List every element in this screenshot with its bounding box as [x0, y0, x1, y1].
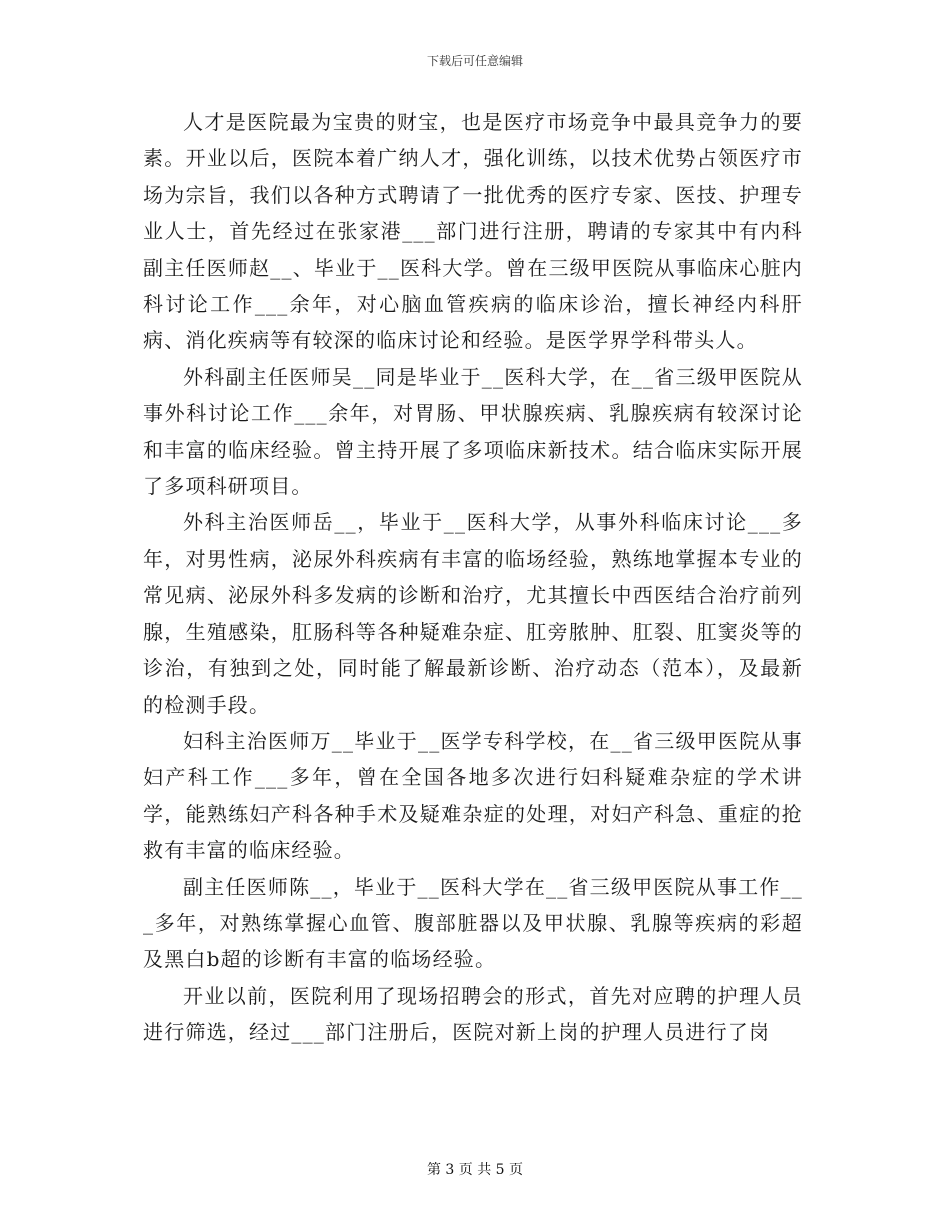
paragraph-talent-intro: 人才是医院最为宝贵的财宝，也是医疗市场竞争中最具竞争力的要素。开业以后，医院本着广纳人才，强化训练，以技术优势占领医疗市场为宗旨，我们以各种方式聘请了一批优秀的医疗专家、医技、护理专业人士，首先经过在张家港___部门进行注册，聘请的专家其中有内科副主任医师赵__、毕业于__医科大学。曾在三级甲医院从事临床心脏内科讨论工作___余年，对心脑血管疾病的临床诊治，擅长神经内科肝病、消化疾病等有较深的临床讨论和经验。是医学界学科带头人。 [143, 110, 803, 353]
page-header: 下载后可任意编辑 [426, 54, 523, 68]
document-body [143, 104, 803, 1051]
page-number: 第 3 页 共 5 页 [426, 1162, 524, 1178]
paragraph-nurse-recruitment: 开业以前，医院利用了现场招聘会的形式，首先对应聘的护理人员进行筛选，经过___部门注册后，医院对新上岗的护理人员进行了岗 [143, 983, 803, 1045]
paragraph-ultrasound-deputy-chief: 副主任医师陈__，毕业于__医科大学在__省三级甲医院从事工作___多年，对熟练掌握心血管、腹部脏器以及甲状腺、乳腺等疾病的彩超及黑白b超的诊断有丰富的临场经验。 [143, 874, 803, 972]
paragraph-gynecology-attending: 妇科主治医师万__毕业于__医学专科学校，在__省三级甲医院从事妇产科工作___多年，曾在全国各地多次进行妇科疑难杂症的学术讲学，能熟练妇产科各种手术及疑难杂症的处理，对妇产科急、重症的抢救有丰富的临床经验。 [143, 728, 803, 863]
paragraph-surgery-attending: 外科主治医师岳__，毕业于__医科大学，从事外科临床讨论___多年，对男性病，泌尿外科疾病有丰富的临场经验，熟练地掌握本专业的常见病、泌尿外科多发病的诊断和治疗，尤其擅长中西医结合治疗前列腺，生殖感染，肛肠科等各种疑难杂症、肛旁脓肿、肛裂、肛窦炎等的诊治，有独到之处，同时能了解最新诊断、治疗动态（范本），及最新的检测手段。 [143, 510, 803, 717]
paragraph-surgery-deputy-chief: 外科副主任医师吴__同是毕业于__医科大学，在__省三级甲医院从事外科讨论工作___余年，对胃肠、甲状腺疾病、乳腺疾病有较深讨论和丰富的临床经验。曾主持开展了多项临床新技术。结合临床实际开展了多项科研项目。 [143, 364, 803, 499]
